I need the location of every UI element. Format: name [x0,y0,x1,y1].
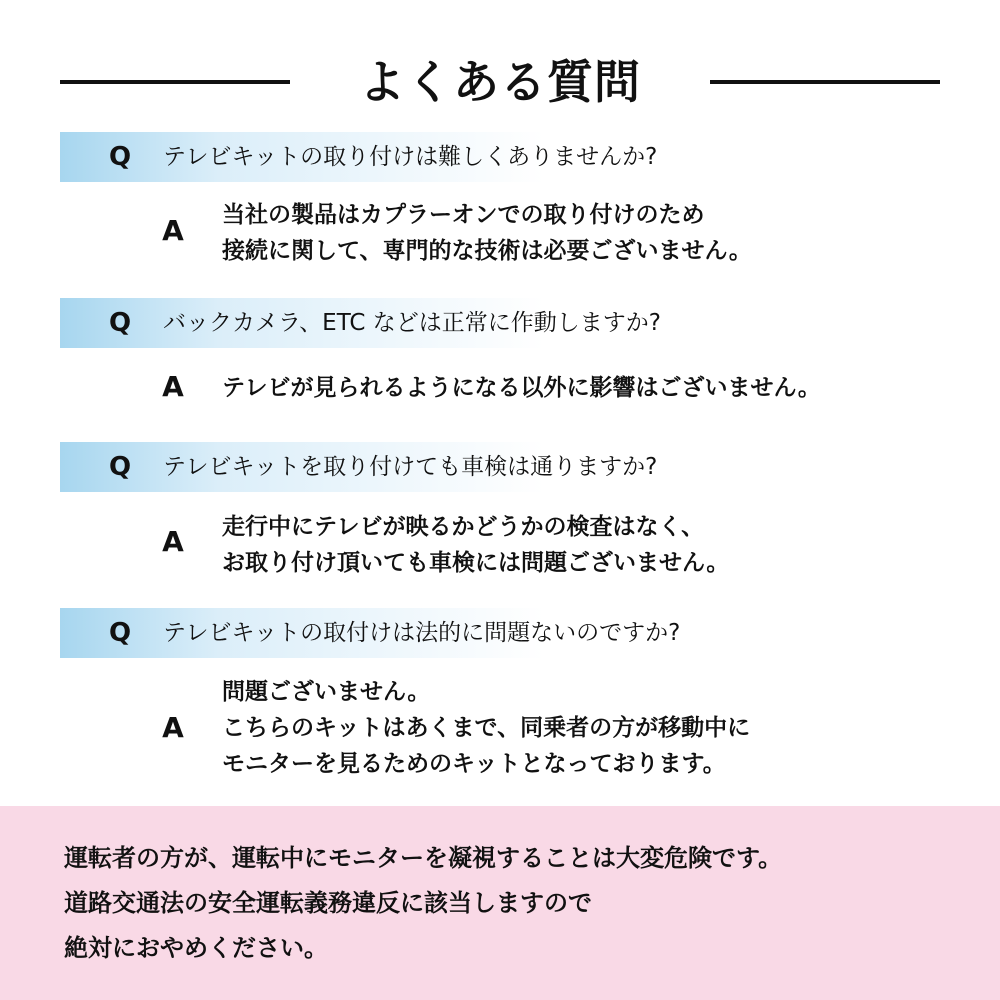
faq-question-2 [60,298,940,348]
question-text: テレビキットの取付けは法的に問題ないのですか? [163,620,681,646]
answer-line: 接続に関して、専門的な技術は必要ございません。 [222,238,752,264]
warning-line: 運転者の方が、運転中にモニターを凝視することは大変危険です。 [64,844,783,872]
warning-line: 道路交通法の安全運転義務違反に該当しますので [64,889,592,917]
faq-question-4 [60,608,940,658]
warning-text [64,836,964,971]
warning-notice [0,806,1000,1000]
faq-question-1 [60,132,940,182]
question-marker: Q [108,142,132,172]
page-title: よくある質問 [359,55,641,109]
warning-line: 絶対におやめください。 [64,934,328,962]
answer-line: こちらのキットはあくまで、同乗者の方が移動中に [222,715,751,741]
answer-line: テレビが見られるようになる以外に影響はございません。 [222,375,821,401]
faq-answer-4 [222,674,942,782]
answer-line: モニターを見るためのキットとなっております。 [222,751,726,777]
answer-marker: A [162,370,184,403]
answer-marker: A [162,711,184,744]
answer-marker: A [162,525,184,558]
answer-line: 当社の製品はカプラーオンでの取り付けのため [222,202,705,228]
answer-marker: A [162,214,184,247]
question-marker: Q [108,308,132,338]
question-text: バックカメラ、ETC などは正常に作動しますか? [163,310,661,336]
question-marker: Q [108,618,132,648]
answer-line: 問題ございません。 [222,679,431,705]
faq-answer-1 [222,197,942,269]
answer-line: お取り付け頂いても車検には問題ございません。 [222,550,730,576]
title-divider-right [710,80,940,84]
answer-line: 走行中にテレビが映るかどうかの検査はなく、 [222,514,705,540]
question-text: テレビキットを取り付けても車検は通りますか? [163,454,658,480]
question-text: テレビキットの取り付けは難しくありませんか? [163,144,658,170]
faq-question-3 [60,442,940,492]
question-marker: Q [108,452,132,482]
page-header [0,52,1000,112]
faq-answer-3 [222,509,942,581]
faq-answer-2 [222,370,942,406]
title-divider-left [60,80,290,84]
